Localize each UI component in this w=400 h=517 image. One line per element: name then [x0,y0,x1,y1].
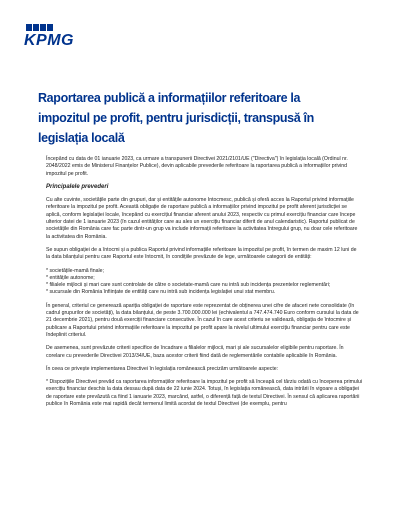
paragraph-4: De asemenea, sunt prevăzute criterii specifice de încadrare a filialelor mijlocii, mari și ale sucursalelor eligibile pentru raportare. În corelare cu prevederile Directivei 2013/34/UE, baza acestor criterii fiind dată de reglementările contabile aplicabile în România. [46,345,344,359]
section-subheading: Principalele prevederi [46,183,109,190]
kpmg-logo-boxes [26,24,53,31]
logo-box [26,24,32,31]
intro-paragraph: Începând cu data de 01 ianuarie 2023, ca urmare a transpunerii Directivei 2021/2101/UE ("Directiva") în legislația locală (Ordinul nr. 2048/2022 emis de Ministerul Finanțelor Publice), devin aplicabile prevederile referitoare la raportarea publică a informațiilor privind impozitul pe profit. [46,156,348,177]
logo-box [47,24,53,31]
kpmg-logo: KPMG [24,32,74,49]
list-item: * filialele mijlocii și mari care sunt controlate de către o societate-mamă care nu intră sub incidența prezentelor reglementări; [46,282,331,289]
paragraph-2: Se supun obligației de a întocmi și a publica Raportul privind informațiile referitoare la impozitul pe profit, în termen de maxim 12 luni de la data bilanțului pentru care Raportul este întocmit, în condițiile prevăzute de lege, următoarele categorii de entități: [46,246,357,261]
paragraph-3: În general, criteriul ce generează apariția obligației de raportare este reprezentat de obținerea unei cifre de afaceri nete consolidate (în cadrul grupurilor de societăți), la data bilanțului, de peste 3.700.000.000 lei (echivalentul a 747.474.740 Euro conform cursului la data de 21 decembrie 2021), pentru două exerciții financiare consecutive. În cazul în care acest criteriu se validează, obligația de întocmire și publicare a Raportului privind informațiile referitoare la impozitul pe profit apare la nivelul ultimului exercițiu financiar pentru care este îndeplinit criteriul. [46,302,359,338]
list-item: * societățile-mamă finale; [46,267,104,274]
paragraph-5: În ceea ce privește implementarea Directivei în legislația românească precizăm următoarele aspecte: [46,365,279,372]
logo-box [40,24,46,31]
document-body [46,156,362,414]
logo-box [33,24,39,31]
paragraph-1: Cu alte cuvinte, societățile parte din grupuri, dar și entitățile autonome Intocmesc, publică și oferă acces la Raportul privind informațiile referitoare la impozitul pe profit. Această obligație de raportare publică a informațiilor privind impozitul pe profit aferent jurisdicției se aplică, conform legislației locale, începând cu exercițiul financiar aferent anului 2023, respectiv cu primul exercițiu financiar care începe ulterior datei de 1 ianuarie 2023 (în cazul entităților care au ales un exercițiu financiar diferit de anul calendaristic). Raportul publicat de societățile din România care fac parte dintr-un grup va include informații referitoare la activitatea întregului grup, nu doar cele referitoare la activitatea din România. [46,197,358,240]
list-item: * sucursale din România înființate de entități care nu intră sub incidența legislației unui stat membru. [46,289,276,296]
document-title: Raportarea publică a informațiilor referitoare la impozitul pe profit, pentru jurisdicții, transpusă în legislația locală [38,91,314,145]
entity-list [46,268,362,297]
paragraph-6: * Dispozițiile Directivei prevăd ca raportarea informațiilor referitoare la impozitul pe profit să înceapă cel târziu odată cu începerea primului exercițiu financiar deschis la data dessau după data de 22 iunie 2024. Totuși, în legislația românească, data intrării în vigoare a obligației de raportare este prevăzută ca fiind 1 ianuarie 2023, marcând, astfel, o diferență față de textul Directivei. În sensul că aplicarea raportării publice în România este mai rapidă decât termenul limită acordat de textul Directivei (de exemplu, pentru [46,379,363,408]
list-item: * entitățile autonome; [46,274,95,281]
